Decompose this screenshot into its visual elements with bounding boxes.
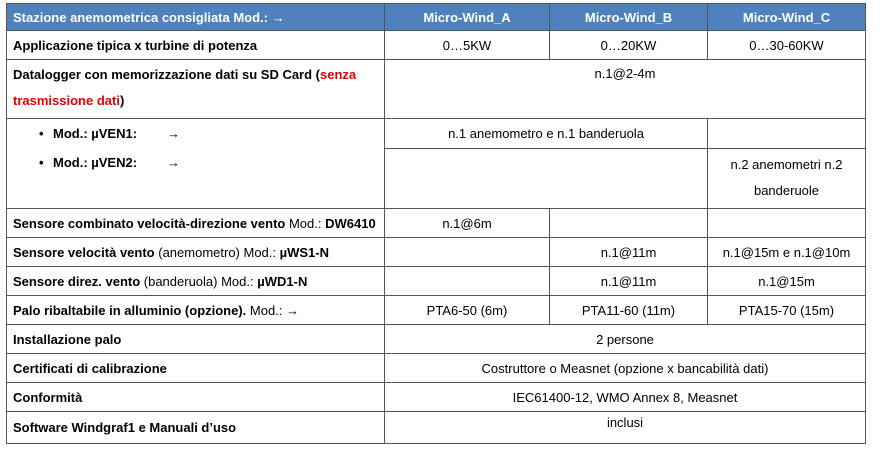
cell-c: 0…30-60KW: [708, 31, 866, 60]
datalogger-label: Datalogger con memorizzazione dati su SD Card (: [13, 67, 320, 82]
row-label: [7, 238, 385, 267]
row-velocita: [7, 238, 866, 267]
header-title: Stazione anemometrica consigliata Mod.: →: [7, 4, 385, 31]
bullet-icon: •: [39, 155, 44, 170]
direzione-mod: (banderuola) Mod.:: [140, 273, 258, 289]
cell-a-empty: [385, 238, 550, 267]
combinato-label: Sensore combinato velocità-direzione vento: [13, 215, 286, 231]
row-label: [7, 209, 385, 238]
palo-label: Palo ribaltabile in alluminio (opzione).: [13, 302, 247, 318]
cell-a: n.1@6m: [385, 209, 550, 238]
row-datalogger: [7, 60, 866, 119]
row-direzione: [7, 267, 866, 296]
bullet-icon: •: [39, 126, 44, 141]
row-label: Applicazione tipica x turbine di potenza: [7, 31, 385, 60]
header-micro-wind-c: Micro-Wind_C: [708, 4, 866, 31]
cell-a-empty: [385, 267, 550, 296]
row-label: [7, 267, 385, 296]
conformita-value: IEC61400-12, WMO Annex 8, Measnet: [385, 383, 866, 412]
row-label: [7, 296, 385, 325]
row-label: Software Windgraf1 e Manuali d’uso: [7, 412, 385, 444]
cell-c-empty: [708, 119, 866, 149]
cell-a: 0…5KW: [385, 31, 550, 60]
cell-b-empty: [550, 209, 708, 238]
velocita-mod: (anemometro) Mod.:: [154, 244, 280, 260]
direzione-model: µWD1-N: [257, 273, 308, 289]
header-row: [7, 4, 866, 31]
certificati-value: Costruttore o Measnet (opzione x bancabilità dati): [385, 354, 866, 383]
row-software: [7, 412, 866, 444]
row-installazione: [7, 325, 866, 354]
cell-b: n.1@11m: [550, 238, 708, 267]
datalogger-value: n.1@2-4m: [385, 60, 866, 119]
row-ven1: [7, 119, 866, 149]
row-conformita: [7, 383, 866, 412]
cell-a: PTA6-50 (6m): [385, 296, 550, 325]
row-label: Conformità: [7, 383, 385, 412]
row-label: Installazione palo: [7, 325, 385, 354]
ven2-value: n.2 anemometri n.2 banderuole: [708, 148, 866, 209]
direzione-label: Sensore direz. vento: [13, 273, 141, 289]
combinato-mod: Mod.:: [285, 215, 326, 231]
combinato-model: DW6410: [325, 215, 376, 231]
ven1-value: n.1 anemometro e n.1 banderuola: [385, 119, 708, 149]
cell-b: PTA11-60 (11m): [550, 296, 708, 325]
velocita-model: µWS1-N: [279, 244, 330, 260]
cell-b: n.1@11m: [550, 267, 708, 296]
software-value: inclusi: [385, 412, 866, 444]
row-certificati: [7, 354, 866, 383]
cell-b: 0…20KW: [550, 31, 708, 60]
header-micro-wind-a: Micro-Wind_A: [385, 4, 550, 31]
velocita-label: Sensore velocità vento: [13, 244, 155, 260]
cell-c: n.1@15m: [708, 267, 866, 296]
row-combinato: [7, 209, 866, 238]
cell-ab-empty: [385, 148, 708, 209]
row-label: [7, 119, 385, 149]
ven1-label: Mod.: µVEN1:: [53, 126, 138, 141]
cell-c: n.1@15m e n.1@10m: [708, 238, 866, 267]
row-applicazione: [7, 31, 866, 60]
datalogger-red-label: senza trasmissione dati: [13, 67, 357, 108]
ven2-label: Mod.: µVEN2:: [53, 155, 138, 170]
installazione-value: 2 persone: [385, 325, 866, 354]
row-palo: [7, 296, 866, 325]
row-label: [7, 60, 385, 119]
header-micro-wind-b: Micro-Wind_B: [550, 4, 708, 31]
comparison-table: [6, 3, 866, 444]
cell-c-empty: [708, 209, 866, 238]
arrow-right-icon: →: [167, 155, 181, 170]
cell-c: PTA15-70 (15m): [708, 296, 866, 325]
row-label: [7, 148, 385, 209]
palo-mod: Mod.: →: [246, 302, 300, 318]
row-ven2: [7, 148, 866, 209]
row-label: Certificati di calibrazione: [7, 354, 385, 383]
arrow-right-icon: →: [167, 126, 181, 141]
datalogger-label-close: ): [119, 93, 125, 108]
